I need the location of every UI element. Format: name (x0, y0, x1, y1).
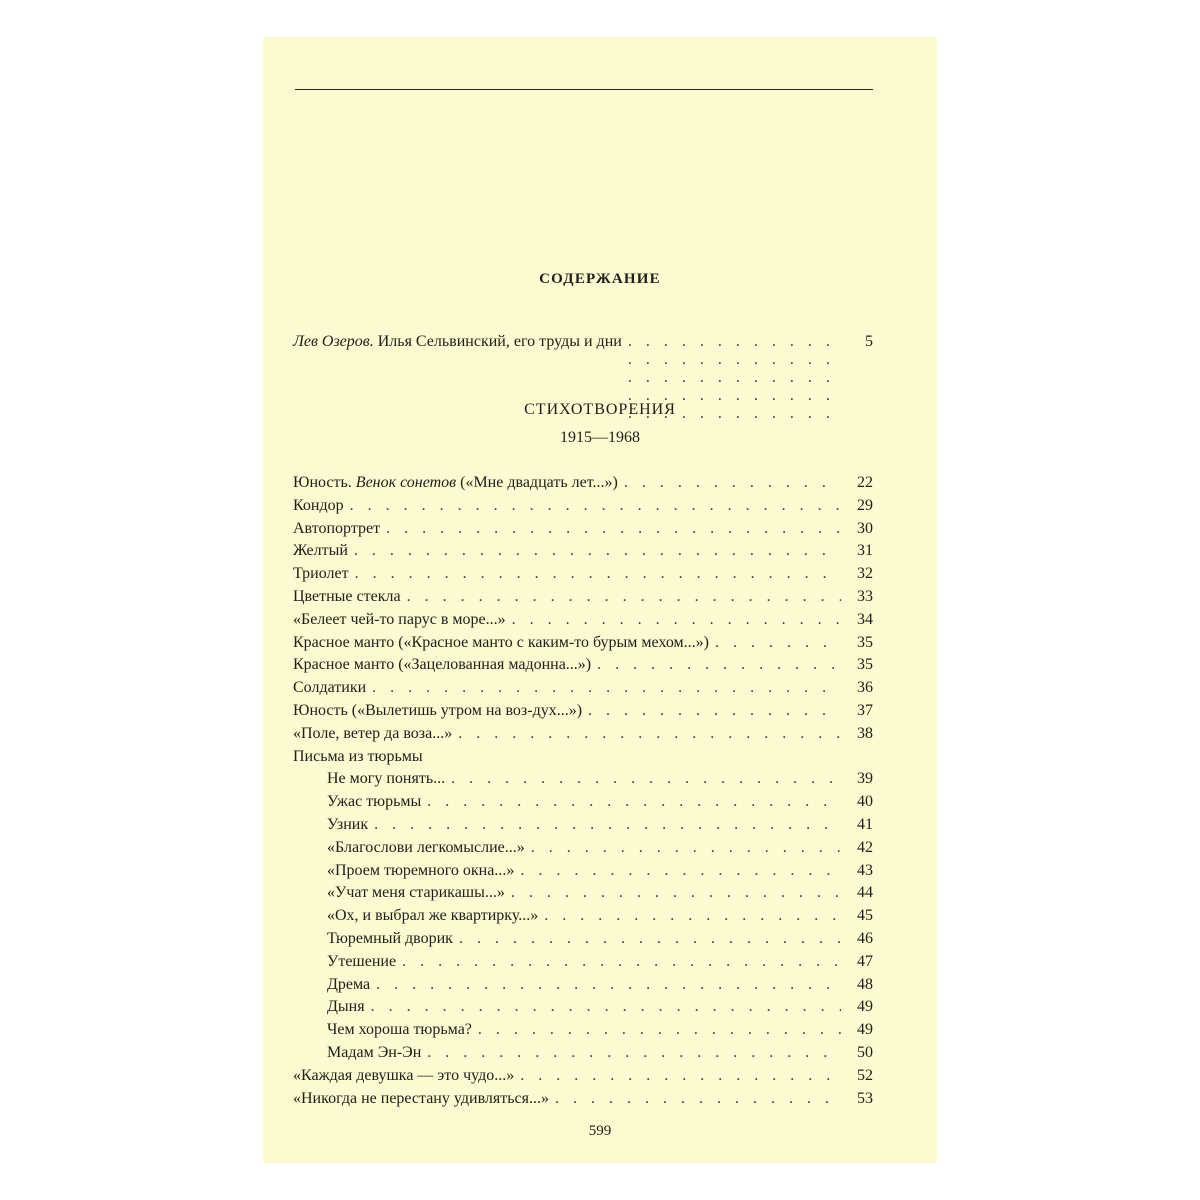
toc-entry (293, 474, 873, 497)
toc-subentry (293, 930, 873, 953)
toc-entry-text (327, 884, 505, 902)
toc-entry-text (293, 474, 618, 492)
dot-leader (597, 656, 841, 674)
dot-leader (715, 634, 841, 652)
toc-page-number: 35 (857, 656, 873, 674)
dot-leader (451, 770, 841, 788)
toc-entry-title: Чем хороша тюрьма? (327, 1021, 472, 1039)
toc-page-number: 36 (857, 679, 873, 697)
book-page (263, 37, 937, 1163)
toc-entry-text (293, 679, 366, 697)
toc-page-number: 48 (857, 975, 873, 993)
toc-entry (293, 565, 873, 588)
toc-page-number: 52 (857, 1066, 873, 1084)
toc-entry-title: Дрема (327, 975, 371, 993)
toc-entry-title: Письма из тюрьмы (293, 747, 423, 765)
toc-entry-title: Ужас тюрьмы (327, 793, 422, 811)
toc-entry-text (327, 998, 365, 1016)
dot-leader (350, 497, 841, 515)
toc-entry-title: Красное манто («Зацелованная мадонна...») (293, 656, 592, 674)
toc-page-number: 32 (857, 565, 873, 583)
toc-entry-title: Утешение (327, 952, 397, 970)
toc-subentry (293, 770, 873, 793)
dot-leader (478, 1021, 841, 1039)
toc-entry-text (327, 907, 538, 925)
toc-entry-subtitle: («Мне двадцать лет...») (456, 474, 618, 491)
toc-entry (293, 634, 873, 657)
toc-entry-text (327, 976, 370, 994)
contents-title: СОДЕРЖАНИЕ (539, 271, 661, 287)
dot-leader (386, 520, 841, 538)
toc-entry-title: Цветные стекла (293, 587, 401, 605)
intro-entry-text (293, 333, 622, 351)
toc-entry-title: Солдатики (293, 679, 367, 697)
toc-entry-text (327, 793, 421, 811)
toc-entry (293, 702, 873, 725)
toc-entry-text (293, 520, 380, 538)
toc-entry-text (327, 770, 445, 788)
toc-entry-text (293, 634, 709, 652)
toc-entry-title: «Каждая девушка — это чудо...» (293, 1066, 515, 1084)
dot-leader (427, 793, 841, 811)
dot-leader (355, 565, 841, 583)
toc-subentry (293, 793, 873, 816)
toc-page-number: 43 (857, 861, 873, 879)
toc-page-number: 38 (857, 724, 873, 742)
dot-leader (544, 907, 841, 925)
toc-entry-title: «Учат меня старикашы...» (327, 884, 505, 902)
toc-entry-text (293, 1067, 514, 1085)
toc-page-number: 46 (857, 929, 873, 947)
toc-entry-title: Дыня (327, 998, 365, 1016)
toc-entry-title: «Белеет чей-то парус в море...» (293, 610, 506, 628)
dot-leader (458, 725, 841, 743)
dot-leader (555, 1090, 841, 1108)
toc-page-number: 37 (857, 701, 873, 719)
dot-leader (511, 884, 841, 902)
intro-author: Лев Озеров. (293, 333, 374, 350)
dot-leader (402, 953, 841, 971)
toc-entry-title: Красное манто («Красное манто с каким-то бурым мехом...») (293, 633, 709, 651)
toc-subentry (293, 862, 873, 885)
toc-entry-text (293, 1090, 549, 1108)
folio-page-number: 599 (588, 1123, 612, 1139)
toc-entry-text (327, 862, 514, 880)
toc-entry (293, 497, 873, 520)
toc-page-number: 49 (857, 1021, 873, 1039)
toc-page-number: 29 (857, 496, 873, 514)
toc-page-number: 22 (857, 474, 873, 491)
toc-entry-text (327, 816, 368, 834)
intro-page-number: 5 (865, 333, 873, 350)
dot-leader (374, 816, 841, 834)
toc-entry-text (293, 588, 401, 606)
toc-subentry (293, 907, 873, 930)
toc-entry (293, 679, 873, 702)
toc-page-number: 49 (857, 998, 873, 1016)
toc-subentry (293, 1021, 873, 1044)
section-title: СТИХОТВОРЕНИЯ (524, 401, 676, 418)
toc-entry (293, 520, 873, 543)
toc-entry (293, 656, 873, 679)
toc-page-number: 39 (857, 770, 873, 788)
dot-leader (427, 1044, 841, 1062)
toc-entry-title: Мадам Эн-Эн (327, 1043, 422, 1061)
dot-leader (354, 542, 841, 560)
toc-entry-text (293, 725, 452, 743)
toc-entry-text (293, 656, 591, 674)
dot-leader (588, 702, 841, 720)
toc-entry (293, 588, 873, 611)
toc-entry (293, 1090, 873, 1113)
toc-entry-title: «Поле, ветер да воза...» (293, 724, 453, 742)
toc-entry-title: «Благослови легкомыслие...» (327, 838, 525, 856)
toc-page-number: 44 (857, 884, 873, 902)
toc-subentry (293, 953, 873, 976)
toc-entry (293, 1067, 873, 1090)
toc-entry-text (293, 748, 423, 766)
toc-entry-title: Автопортрет (293, 519, 381, 537)
top-rule (295, 89, 873, 90)
dot-leader (371, 998, 841, 1016)
toc-subentry (293, 1044, 873, 1067)
toc-page-number: 45 (857, 907, 873, 925)
toc-entry-title: Тюремный дворик (327, 929, 453, 947)
toc-entry (293, 725, 873, 748)
toc-entry-title: Юность («Вылетишь утром на воз-дух...») (293, 701, 583, 719)
toc-subentry (293, 976, 873, 999)
toc-subentry (293, 884, 873, 907)
toc-page-number: 41 (857, 815, 873, 833)
toc-page-number: 47 (857, 952, 873, 970)
toc-page-number: 33 (857, 587, 873, 605)
dot-leader (459, 930, 841, 948)
toc-entry-text (293, 497, 344, 515)
toc-entry-title: Узник (327, 815, 369, 833)
toc-entry-text (293, 565, 349, 583)
toc-entry-title: Желтый (293, 542, 348, 560)
toc-entry-title: Кондор (293, 496, 344, 514)
toc-subentry (293, 816, 873, 839)
toc-entry-title: «Проем тюремного окна...» (327, 861, 515, 879)
intro-entry (293, 333, 873, 357)
toc-subentry (293, 998, 873, 1021)
toc-entry-title: Триолет (293, 565, 349, 583)
dot-leader (372, 679, 841, 697)
toc-entry-text (327, 930, 453, 948)
toc-list (293, 474, 873, 1112)
dot-leader (520, 862, 841, 880)
toc-entry-text (327, 1021, 472, 1039)
toc-entry (293, 748, 873, 771)
toc-page-number: 31 (857, 542, 873, 560)
toc-page-number: 30 (857, 519, 873, 537)
toc-entry-italic-title: Венок сонетов (355, 474, 457, 491)
toc-page-number: 42 (857, 838, 873, 856)
toc-entry-text (327, 839, 525, 857)
toc-entry-title: Юность. (293, 474, 356, 491)
toc-entry-text (327, 1044, 421, 1062)
dot-leader (624, 474, 841, 492)
toc-subentry (293, 839, 873, 862)
dot-leader (376, 976, 841, 994)
toc-entry (293, 542, 873, 565)
toc-entry-title: «Никогда не перестану удивляться...» (293, 1089, 549, 1107)
toc-page-number: 40 (857, 793, 873, 811)
dot-leader (520, 1067, 841, 1085)
toc-entry-text (293, 611, 506, 629)
toc-entry-text (293, 702, 582, 720)
toc-page-number: 35 (857, 633, 873, 651)
toc-page-number: 50 (857, 1043, 873, 1061)
toc-entry (293, 611, 873, 634)
intro-title: Илья Сельвинский, его труды и дни (377, 333, 622, 350)
section-years: 1915—1968 (560, 429, 640, 446)
dot-leader (531, 839, 841, 857)
toc-entry-title: «Ох, и выбрал же квартирку...» (327, 907, 539, 925)
toc-entry-text (327, 953, 396, 971)
dot-leader (512, 611, 841, 629)
toc-entry-title: Не могу понять... (327, 770, 446, 788)
toc-page-number: 34 (857, 610, 873, 628)
toc-page-number: 53 (857, 1089, 873, 1107)
dot-leader (407, 588, 841, 606)
toc-entry-text (293, 542, 348, 560)
